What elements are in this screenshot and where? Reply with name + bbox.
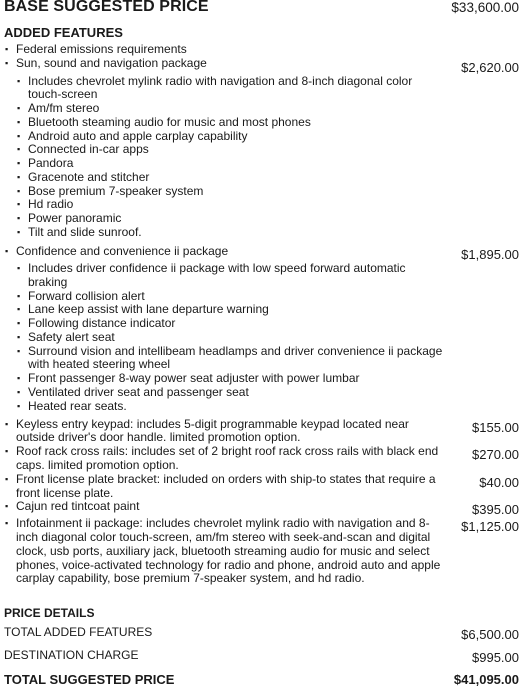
base-price-row [4, 0, 519, 18]
sub-feature: Android auto and apple carplay capability [28, 129, 248, 143]
bullet-icon: ▪ [5, 58, 9, 68]
sub-feature: Includes chevrolet mylink radio with navigation and 8-inch diagonal color [28, 74, 413, 88]
total-suggested-price-label: TOTAL SUGGESTED PRICE [4, 672, 175, 687]
feature-roof-rack-cont: caps. limited promotion option. [16, 458, 179, 472]
destination-charge-label: DESTINATION CHARGE [4, 648, 139, 662]
sub-feature: Lane keep assist with lane departure warning [28, 302, 269, 316]
sub-bullet-icon: ▪ [17, 291, 21, 301]
feature-sun-package: Sun, sound and navigation package [16, 56, 207, 70]
bullet-icon: ▪ [5, 246, 9, 256]
total-added-features-label: TOTAL ADDED FEATURES [4, 625, 153, 639]
feature-paint: Cajun red tintcoat paint [16, 499, 140, 513]
sub-feature: Forward collision alert [28, 289, 145, 303]
feature-keyless-entry: Keyless entry keypad: includes 5-digit programmable keypad located near [16, 417, 409, 431]
sub-bullet-icon: ▪ [17, 103, 21, 113]
sub-bullet-icon: ▪ [17, 263, 21, 273]
sub-feature: Tilt and slide sunroof. [28, 225, 142, 239]
price-infotainment: $1,125.00 [461, 519, 519, 534]
sub-feature: Bose premium 7-speaker system [28, 184, 204, 198]
price-license-bracket: $40.00 [479, 475, 519, 490]
sub-bullet-icon: ▪ [17, 387, 21, 397]
added-features-title: ADDED FEATURES [4, 25, 123, 40]
price-paint: $395.00 [472, 502, 519, 517]
sub-feature: Gracenote and stitcher [28, 170, 150, 184]
price-confidence-package: $1,895.00 [461, 247, 519, 262]
base-price-value: $33,600.00 [451, 0, 519, 15]
sub-feature: braking [28, 275, 68, 289]
sub-feature: Safety alert seat [28, 330, 115, 344]
feature-keyless-entry-cont: outside driver's door handle. limited promotion option. [16, 430, 301, 444]
sub-feature: with heated steering wheel [28, 357, 171, 371]
sub-feature: Bluetooth steaming audio for music and most phones [28, 115, 311, 129]
feature-infotainment-cont: carplay capability, bose premium 7-speaker system, and hd radio. [16, 571, 365, 585]
price-keyless-entry: $155.00 [472, 420, 519, 435]
sub-feature: Following distance indicator [28, 316, 176, 330]
feature-license-bracket: Front license plate bracket: included on orders with ship-to states that require a [16, 472, 436, 486]
total-suggested-price-value: $41,095.00 [453, 672, 519, 687]
sub-bullet-icon: ▪ [17, 186, 21, 196]
sub-bullet-icon: ▪ [17, 332, 21, 342]
sub-bullet-icon: ▪ [17, 213, 21, 223]
sub-bullet-icon: ▪ [17, 76, 21, 86]
sub-bullet-icon: ▪ [17, 227, 21, 237]
sub-bullet-icon: ▪ [17, 131, 21, 141]
sub-bullet-icon: ▪ [17, 158, 21, 168]
bullet-icon: ▪ [5, 474, 9, 484]
sub-feature: Front passenger 8-way power seat adjuster with power lumbar [28, 371, 360, 385]
sub-bullet-icon: ▪ [17, 346, 21, 356]
sub-feature: Connected in-car apps [28, 142, 149, 156]
feature-infotainment: Infotainment ii package: includes chevrolet mylink radio with navigation and 8- [16, 516, 430, 530]
base-price-label: BASE SUGGESTED PRICE [4, 0, 209, 15]
sub-bullet-icon: ▪ [17, 318, 21, 328]
sub-feature: Surround vision and intellibeam headlamps and driver convenience ii package [28, 344, 443, 358]
sub-feature: Am/fm stereo [28, 101, 100, 115]
bullet-icon: ▪ [5, 501, 9, 511]
sub-bullet-icon: ▪ [17, 401, 21, 411]
sub-feature: Ventilated driver seat and passenger seat [28, 385, 249, 399]
destination-charge-value: $995.00 [472, 650, 519, 665]
bullet-icon: ▪ [5, 446, 9, 456]
total-added-features-value: $6,500.00 [461, 627, 519, 642]
bullet-icon: ▪ [5, 518, 9, 528]
feature-infotainment-cont: phones, voice-activated technology for radio and phone, android auto and apple [16, 558, 441, 572]
bullet-icon: ▪ [5, 419, 9, 429]
sub-bullet-icon: ▪ [17, 144, 21, 154]
sub-feature: Pandora [28, 156, 74, 170]
sub-bullet-icon: ▪ [17, 199, 21, 209]
feature-license-bracket-cont: front license plate. [16, 486, 114, 500]
price-details-title: PRICE DETAILS [4, 606, 95, 620]
bullet-icon: ▪ [5, 44, 9, 54]
sub-bullet-icon: ▪ [17, 117, 21, 127]
sub-bullet-icon: ▪ [17, 373, 21, 383]
sub-feature: Includes driver confidence ii package with low speed forward automatic [28, 261, 406, 275]
sub-bullet-icon: ▪ [17, 304, 21, 314]
feature-infotainment-cont: clock, usb ports, auxiliary jack, bluetooth streaming audio for music and select [16, 544, 430, 558]
feature-confidence-package: Confidence and convenience ii package [16, 244, 229, 258]
sub-feature: Power panoramic [28, 211, 122, 225]
feature-infotainment-cont: inch diagonal color touch-screen, am/fm stereo with seek-and-scan and digital [16, 530, 431, 544]
feature-roof-rack: Roof rack cross rails: includes set of 2 bright roof rack cross rails with black end [16, 444, 439, 458]
sub-feature: Hd radio [28, 197, 74, 211]
price-sun-package: $2,620.00 [461, 60, 519, 75]
sub-feature: Heated rear seats. [28, 399, 127, 413]
price-roof-rack: $270.00 [472, 447, 519, 462]
sub-bullet-icon: ▪ [17, 172, 21, 182]
sub-feature: touch-screen [28, 87, 98, 101]
feature-federal: Federal emissions requirements [16, 42, 187, 56]
